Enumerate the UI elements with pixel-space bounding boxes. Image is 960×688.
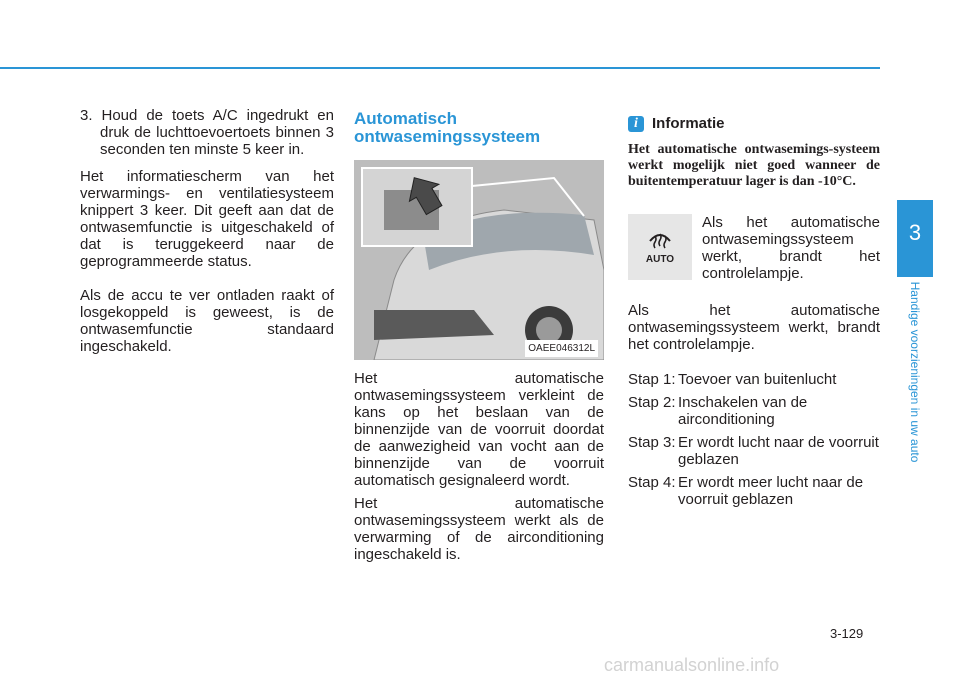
car-windshield-figure <box>354 160 604 360</box>
auto-defog-indicator <box>628 214 692 280</box>
figure-code: OAEE046312L <box>525 340 598 357</box>
defog-icon <box>647 227 673 249</box>
page-number: 3-129 <box>830 626 864 641</box>
step-value: Er wordt meer lucht naar de voorruit geblazen <box>678 474 864 508</box>
column-middle <box>354 110 604 563</box>
step-value: Er wordt lucht naar de voorruit geblazen <box>678 434 879 468</box>
info-title: Informatie <box>652 115 725 132</box>
step-value: Toevoer van buitenlucht <box>678 371 837 388</box>
info-text: Het automatische ontwasemings-systeem werkt mogelijk niet goed wanneer de buitentemperatuur lager is dan -10°C. <box>628 142 880 189</box>
step-3-number: 3. <box>80 107 93 124</box>
step-3-paragraph <box>80 107 334 158</box>
step-3-text: Houd de toets A/C ingedrukt en druk de luchttoevoertoets binnen 3 seconden ten minste 5 keer in. <box>100 107 334 158</box>
lamp-description: Als het automatische ontwasemingssysteem werkt, brandt het controlelampje. <box>702 214 880 282</box>
paragraph-display-blink: Het informatiescherm van het verwarmings- en ventilatiesysteem knippert 3 keer. Dit geeft aan dat de ontwasemfunctie is uitgeschakeld of dat is teruggekeerd naar de geprogrammeerde status. <box>80 168 334 270</box>
info-header <box>628 115 880 132</box>
indicator-lamp-row <box>628 214 880 282</box>
info-icon: i <box>628 116 644 132</box>
paragraph-battery: Als de accu te ver ontladen raakt of losgekoppeld is geweest, is de ontwasemfunctie standaard ingeschakeld. <box>80 287 334 355</box>
column-left <box>80 107 334 355</box>
watermark: carmanualsonline.info <box>604 655 780 675</box>
step-key: Stap 1: <box>628 371 676 388</box>
step-item <box>628 371 880 388</box>
paragraph-description: Het automatische ontwasemingssysteem verkleint de kans op het beslaan van de binnenzijde van de voorruit doordat de aanwezigheid van vocht aan de binnenzijde van de voorruit automatisch gesignaleerd wordt. <box>354 370 604 489</box>
section-heading: Automatisch ontwasemingssysteem <box>354 109 541 146</box>
step-value: Inschakelen van de airconditioning <box>678 394 808 428</box>
chapter-title: Handige voorzieningen in uw auto <box>908 281 922 463</box>
top-rule <box>0 67 880 69</box>
steps-list <box>628 371 880 508</box>
chapter-tab: 3 <box>897 200 933 277</box>
paragraph-lamp: Als het automatische ontwasemingssysteem werkt, brandt het controlelampje. <box>628 302 880 353</box>
step-key: Stap 2: <box>628 394 676 411</box>
step-key: Stap 3: <box>628 434 676 451</box>
auto-label: AUTO <box>645 253 675 265</box>
car-illustration <box>354 160 604 360</box>
step-item <box>628 434 880 468</box>
step-item <box>628 394 880 428</box>
paragraph-operation: Het automatische ontwasemingssysteem werkt als de verwarming of de airconditioning ingeschakeld is. <box>354 495 604 563</box>
column-right <box>628 115 880 514</box>
step-item <box>628 474 880 508</box>
step-key: Stap 4: <box>628 474 676 491</box>
